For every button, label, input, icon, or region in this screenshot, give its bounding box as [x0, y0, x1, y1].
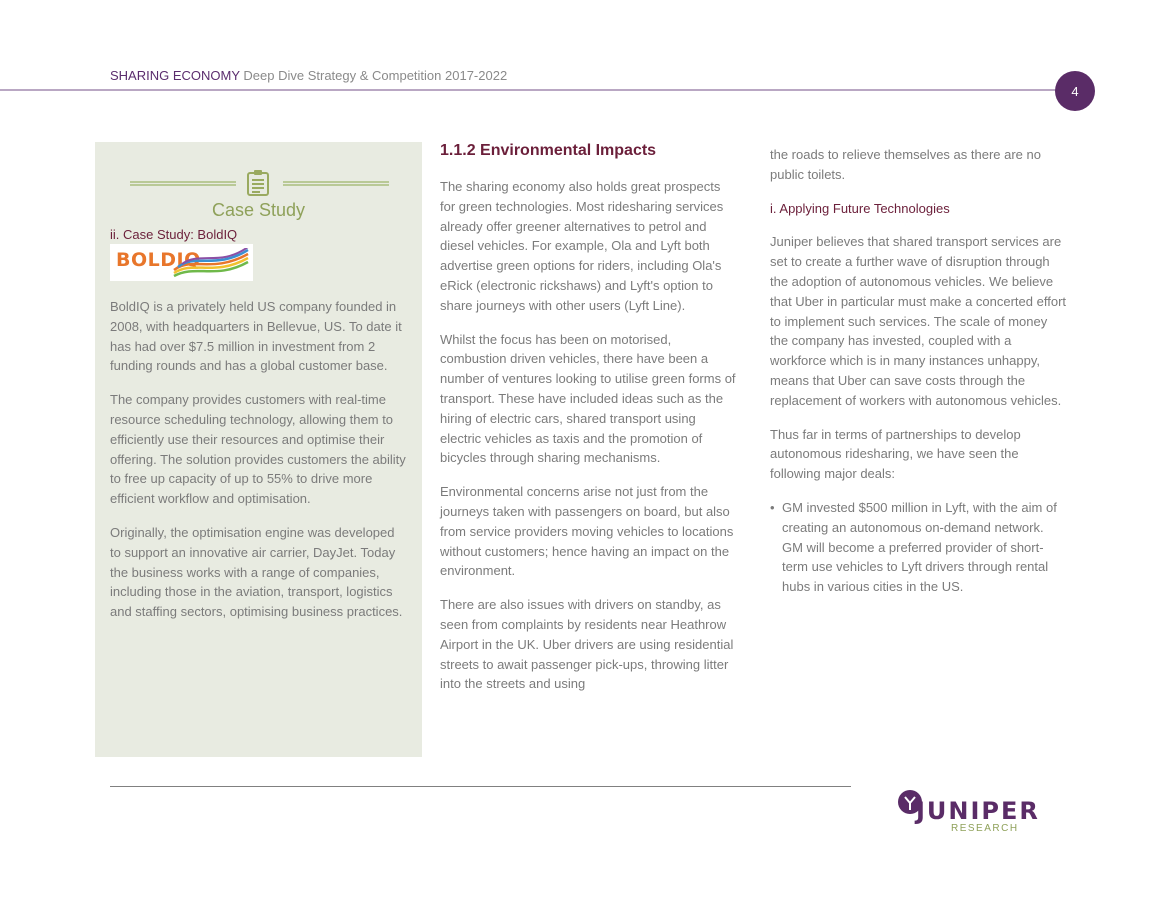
case-study-body: [110, 297, 408, 636]
logo-waves-icon: [172, 248, 250, 278]
footer-rule: [110, 786, 851, 787]
case-study-subtitle: ii. Case Study: BoldIQ: [110, 227, 238, 242]
juniper-logo-subtitle: RESEARCH: [951, 823, 1019, 834]
subsection-heading: i. Applying Future Technologies: [770, 200, 950, 216]
header-brand: SHARING ECONOMY: [110, 68, 240, 83]
decorative-rule-left: [130, 181, 236, 186]
sidebar-paragraph: BoldIQ is a privately held US company founded in 2008, with headquarters in Bellevue, US. To date it has had over $7.5 million in investment from 2 funding rounds and has a global customer base.: [110, 299, 402, 374]
bullet-text: GM invested $500 million in Lyft, with the aim of creating an autonomous on-demand network. GM will become a preferred provider of short-term use vehicles to Lyft drivers through rental hubs in various cities in the US.: [782, 499, 1057, 595]
header-subtitle: Deep Dive Strategy & Competition 2017-2022: [243, 68, 508, 83]
boldiq-logo: [110, 244, 253, 281]
body-paragraph: Juniper believes that shared transport services are set to create a further wave of disruption through the adoption of autonomous vehicles. We believe that Uber in particular must make a concerted effort to implement such services. The scale of money the company has invested, coupled with a workforce which is in many instances unhappy, means that Uber can save costs through the replacement of workers with autonomous vehicles.: [770, 234, 1067, 408]
header-rule: [0, 89, 1062, 91]
page-number-badge: 4: [1055, 71, 1095, 111]
decorative-rule-right: [283, 181, 389, 186]
body-paragraph: Thus far in terms of partnerships to develop autonomous ridesharing, we have seen the following major deals:: [770, 426, 1021, 482]
case-study-sidebar: [95, 142, 422, 757]
right-column: [770, 145, 1068, 611]
juniper-logo-name: JUNIPER: [916, 797, 1040, 825]
body-paragraph: Environmental concerns arise not just from the journeys taken with passengers on board, but also from service providers moving vehicles to locations without customers; hence having an impact on the environment.: [440, 484, 734, 579]
body-paragraph: The sharing economy also holds great prospects for green technologies. Most ridesharing services already offer greener alternatives to petrol and diesel vehicles. For example, Ola and Lyft both advertise green options for riders, including Ola's eRick (electronic rickshaws) and Lyft's option to share journeys with other users (Lyft Line).: [440, 179, 724, 313]
sidebar-paragraph: The company provides customers with real-time resource scheduling technology, allowing them to efficiently use their resources and optimise their offering. The solution provides customers the ability to free up capacity of up to 55% to drive more efficient workflow and optimisation.: [110, 392, 406, 507]
bullet-marker: •: [770, 499, 775, 515]
bullet-item: [770, 498, 1068, 597]
section-heading: 1.1.2 Environmental Impacts: [440, 142, 657, 159]
clipboard-icon: [246, 169, 270, 197]
case-study-title: Case Study: [211, 200, 306, 220]
main-column: [440, 142, 738, 708]
continued-paragraph: the roads to relieve themselves as there are no public toilets.: [770, 147, 1041, 182]
sidebar-paragraph: Originally, the optimisation engine was developed to support an innovative air carrier, DayJet. Today the business works with a range of companies, including those in the aviation, transport, logistics and staffing sectors, optimising business practices.: [110, 524, 403, 620]
body-paragraph: Whilst the focus has been on motorised, combustion driven vehicles, there have been a number of ventures looking to utilise green forms of transport. These have included ideas such as the hiring of electric cars, shared transport using electric vehicles as taxis and the promotion of bicycles through sharing mechanisms.: [440, 331, 736, 466]
running-header: [110, 68, 507, 83]
body-paragraph: There are also issues with drivers on standby, as seen from complaints by residents near Heathrow Airport in the UK. Uber drivers are using residential streets to await passenger pick-ups, throwing litter into the streets and using: [440, 597, 734, 692]
boldiq-logo-text: BOLDIQ: [116, 249, 201, 271]
